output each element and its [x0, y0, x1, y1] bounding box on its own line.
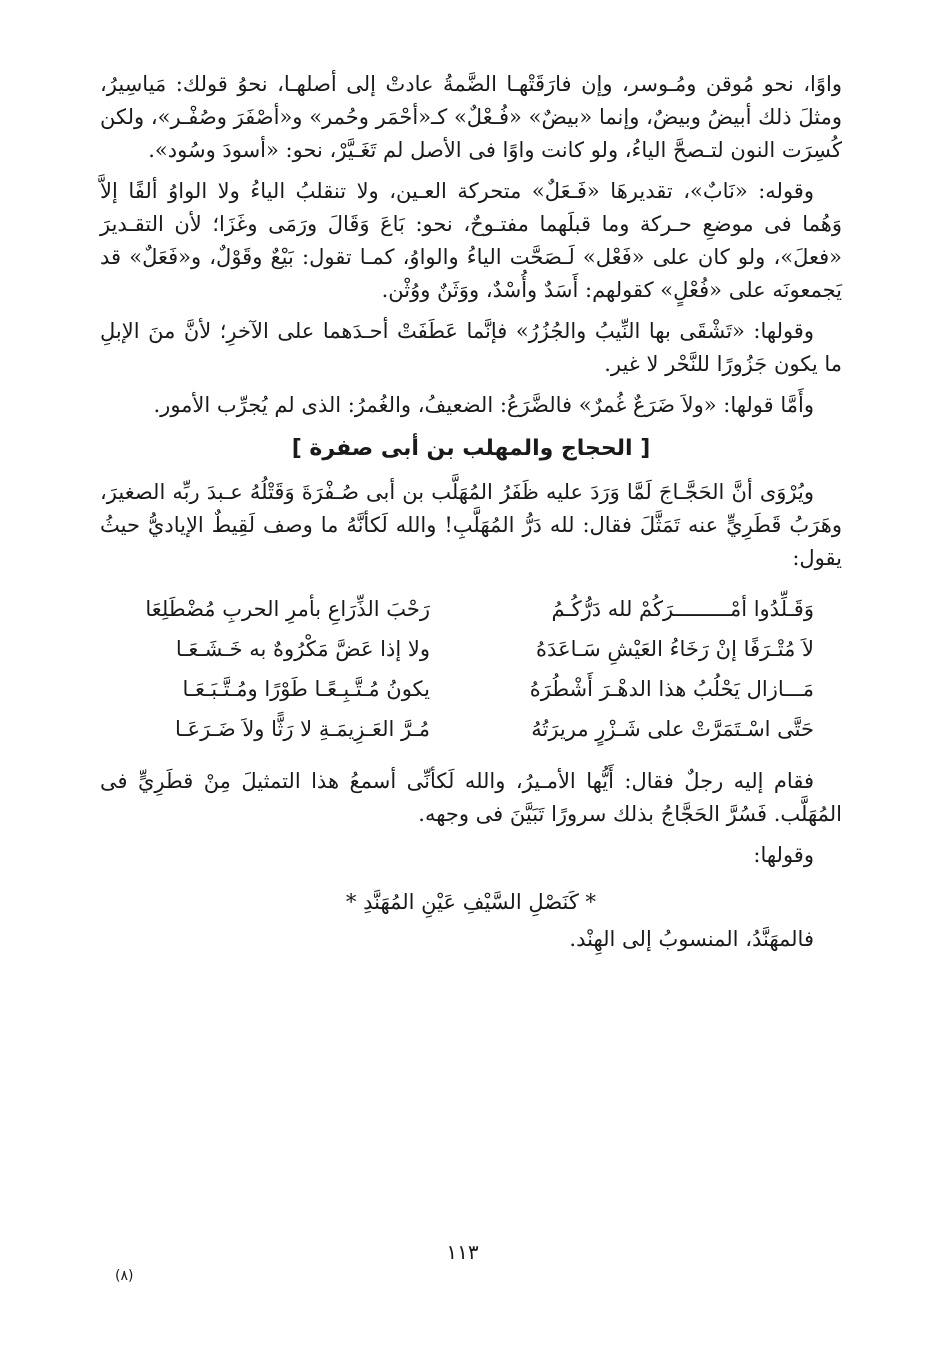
signature-mark: (٨) [115, 1268, 134, 1284]
poem-verse [100, 709, 842, 749]
poem-hemistich-first: وَقَـلِّدُوا أمْـــــــــرَكُمْ لله دَرُّكُـمُ [551, 597, 814, 621]
poem-hemistich-second: ولا إذا عَضَّ مَكْرُوهٌ به خَـشَـعَـا [175, 637, 430, 661]
poem-hemistich-second: مُـرَّ العَـزِيمَـةِ لا رَثًّا ولاَ ضَـرَعَـا [175, 717, 430, 741]
poem-hemistich-second: يكونُ مُـتَّـبِـعًـا طَوْرًا ومُـتَّـبَـعَـا [182, 677, 430, 701]
poem-hemistich-first: مَـــازال يَحْلُبُ هذا الدهْـرَ أَشْطُرَهُ [529, 677, 814, 701]
page-body [100, 68, 842, 964]
paragraph: ويُرْوَى أنَّ الحَجَّـاجَ لَمَّا وَرَدَ عليه ظَفَرُ المُهَلَّب بن أبى صُـفْرَةَ وَقَتْلُهُ عـبدَ ربِّه الصغيرَ، وهَرَبُ قَطَرِيٍّ عنه تَمَثَّلَ فقال: لله دَرُّ المُهَلَّبِ! والله لَكأنَّهُ ما وصف لَقِيطٌ الإياديُّ حيثُ يقول: [100, 480, 842, 570]
paragraph: فالمهَنَّدُ، المنسوبُ إلى الهِنْد. [569, 927, 814, 951]
poem-verse [100, 589, 842, 629]
paragraph: وقولها: [753, 843, 814, 867]
page-number: ١١٣ [446, 1240, 479, 1264]
poem-hemistich-first: حَتَّى اسْـتَمَرَّتْ على شَـزْرٍ مريرَتُهُ [531, 717, 814, 741]
poem-verse [100, 629, 842, 669]
paragraph: وقوله: «نَابٌ»، تقديرهَا «فَـعَلٌ» متحركة العـين، ولا تنقلبُ الياءُ ولا الواوُ ألفًا إلاَّ وَهُما فى موضعِ حـركة وما قبلَهما مفتـوحٌ، نحو: بَاعَ وَقَالَ ورَمَى وغَزَا؛ لأن التقـديرَ «فعلَ»، ولو كان على «فَعْل» لَـصَحَّت الياءُ والواوُ، كمـا تقول: بَيْعٌ وقَوْلٌ، و«فَعَلٌ» قد يَجمعونَه على «فُعْلٍ» كقولهم: أَسَدٌ وأُسْدٌ، ووَثَنٌ ووُثْن. [100, 179, 842, 302]
poem-verse [100, 669, 842, 709]
quoted-hemistich: * كَنَصْلِ السَّيْفِ عَيْنِ المُهَنَّدِ * [345, 890, 597, 914]
poem-hemistich-second: رَحْبَ الذِّرَاعِ بأمرِ الحربِ مُضْطَلِعَا [145, 597, 430, 621]
paragraph: واوًا، نحو مُوقن ومُـوسر، وإن فارَقَتْهـا الضَّمةُ عادتْ إلى أصلهـا، نحوُ قولك: مَياسِيرُ، ومثلَ ذلك أبيضُ وبيضٌ، وإنما «بيضٌ» «فُـعْلٌ» كـ«أحْمَر وحُمر» و«أصْفَرَ وصُفْـر»، ولكن كُسِرَت النون لتـصحَّ الياءُ، ولو كانت واوًا فى الأصل لم تَغَـيَّرْ، نحو: «أسودَ وسُود». [100, 72, 842, 162]
section-heading: [ الحجاج والمهلب بن أبى صفرة ] [291, 436, 651, 461]
paragraph: فقام إليه رجلٌ فقال: أَيُّها الأمـيرُ، والله لَكأنِّى أسمعُ هذا التمثيلَ مِنْ قطَرِيٍّ فى المُهَلَّب. فَسُرَّ الحَجَّاجُ بذلك سرورًا تَبَيَّنَ فى وجهه. [100, 769, 842, 826]
paragraph: وأَمَّا قولها: «ولاَ ضَرَعٌ غُمرٌ» فالضَّرَعُ: الضعيفُ، والغُمرُ: الذى لم يُجرِّب الأمور. [153, 393, 814, 417]
paragraph: وقولها: «تَشْقَى بها النِّيبُ والجُزُرُ» فإنَّما عَطَفَتْ أحـدَهما على الآخرِ؛ لأنَّ منَ الإبلِ ما يكون جَزُورًا للنَّحْر لا غير. [100, 319, 842, 376]
poem [100, 589, 842, 749]
poem-hemistich-first: لاَ مُتْـرَفًا إنْ رَخَاءُ العَيْشِ سَـاعَدَهُ [536, 637, 814, 661]
